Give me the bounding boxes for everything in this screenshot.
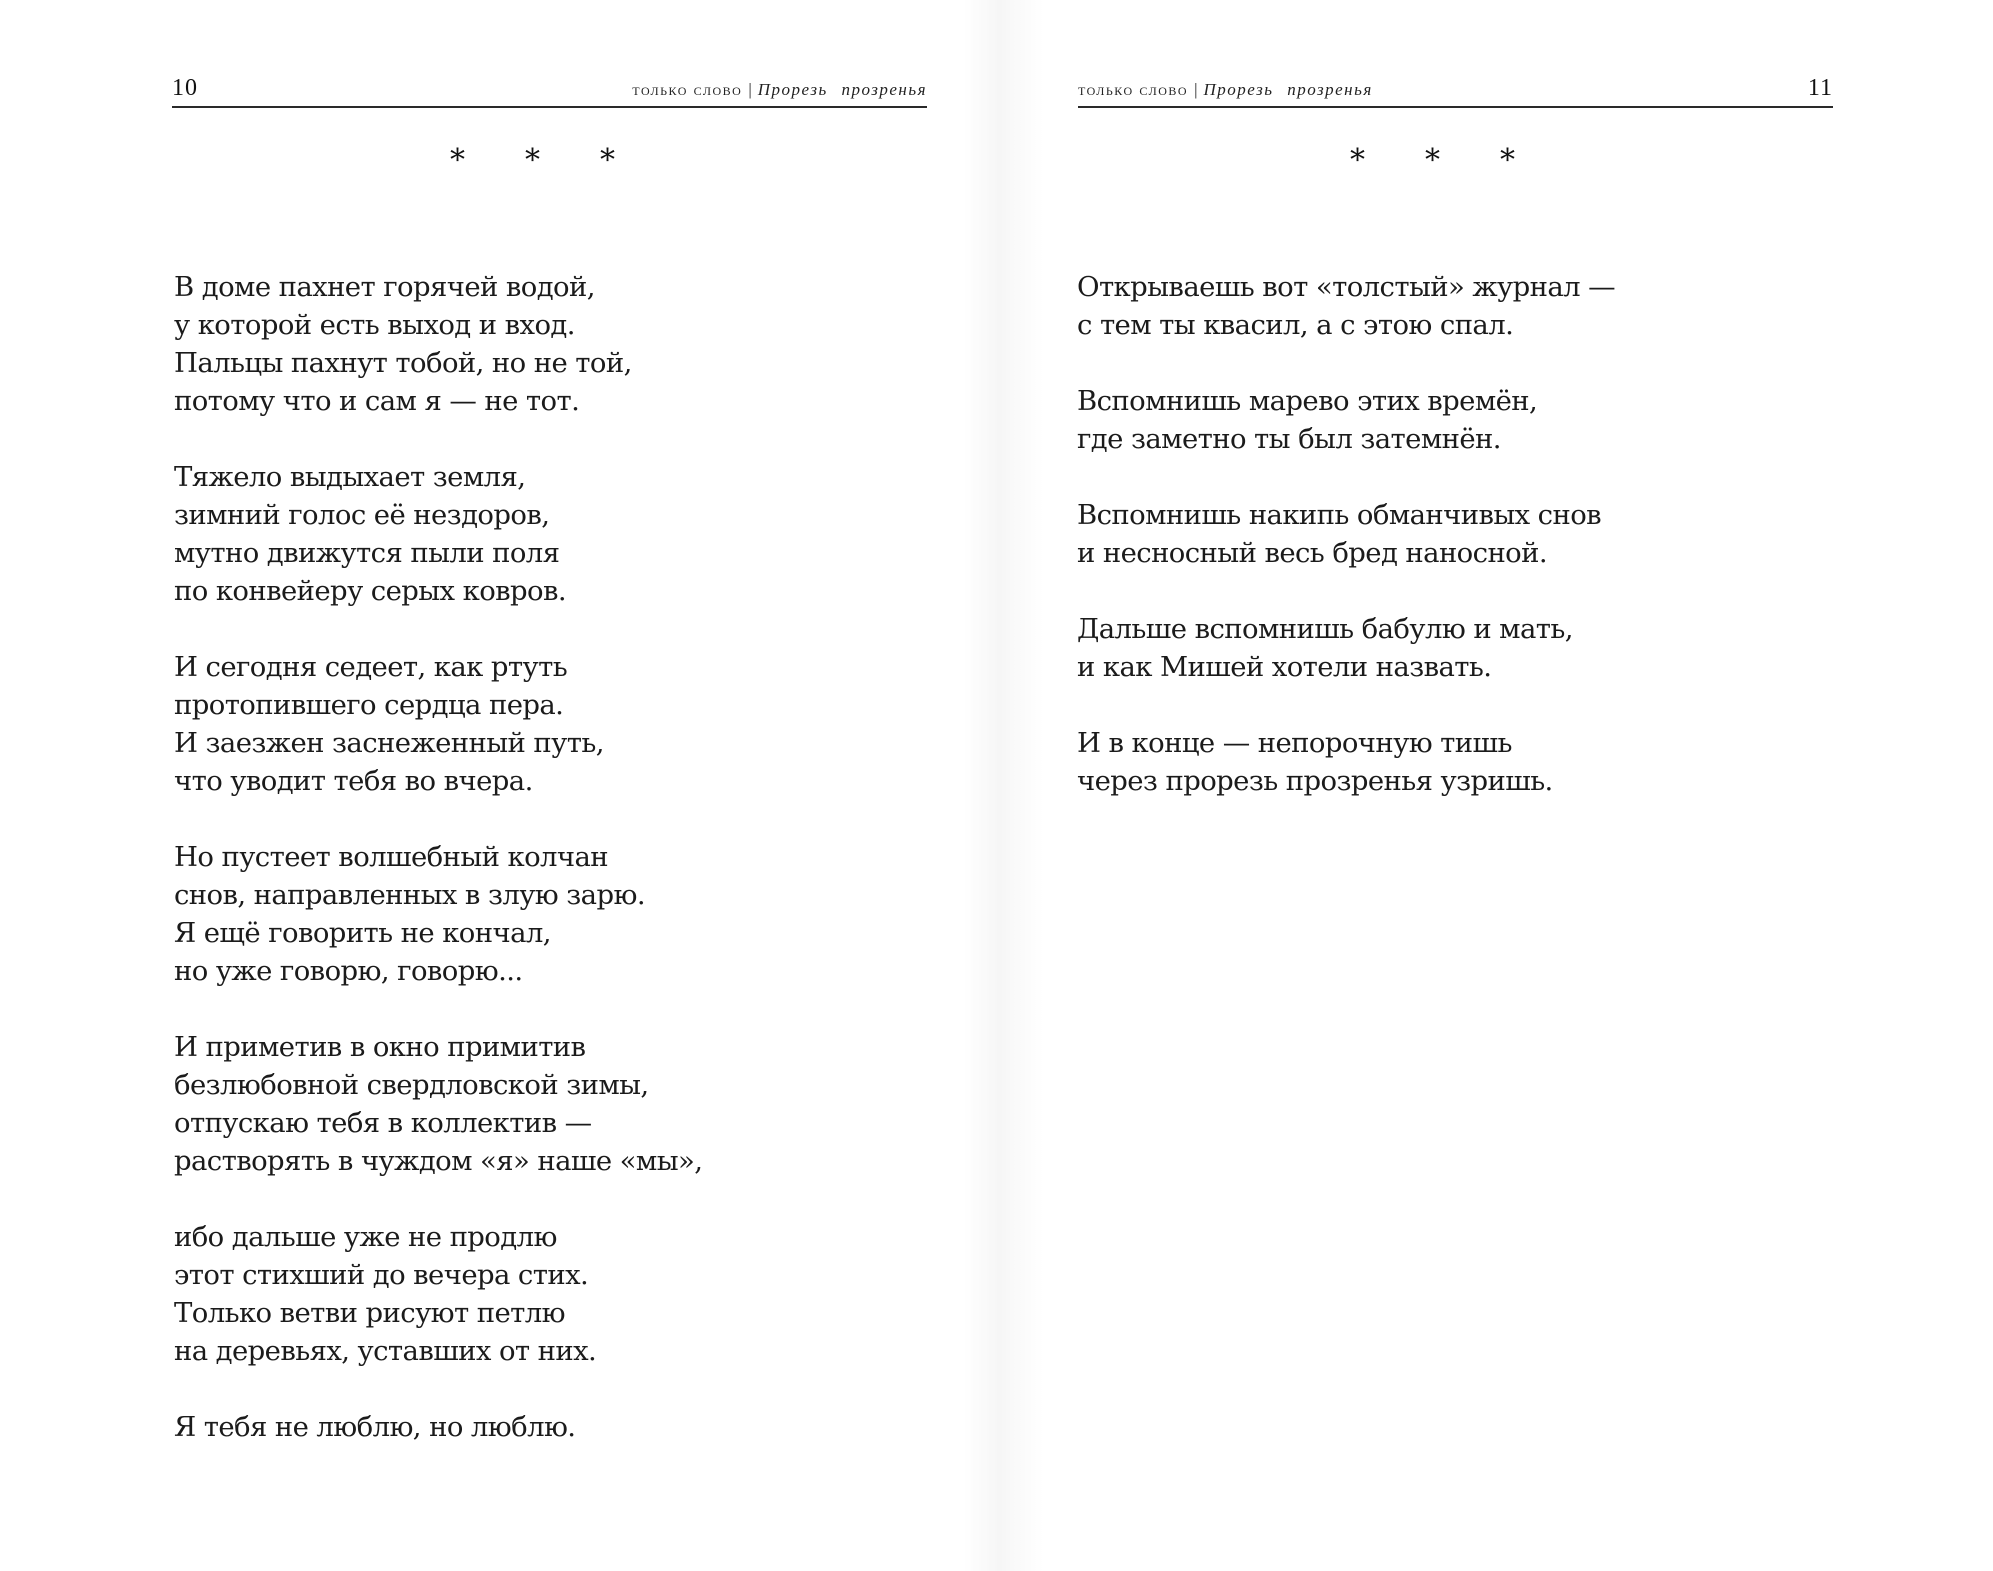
poem-line: потому что и сам я — не тот.	[174, 385, 580, 417]
poem-line: но уже говорю, говорю...	[174, 955, 523, 987]
poem-line: Только ветви рисуют петлю	[174, 1297, 565, 1329]
stanza	[174, 838, 934, 990]
poem-line: безлюбовной свердловской зимы,	[174, 1069, 649, 1101]
poem-line: через прорезь прозренья узришь.	[1077, 765, 1553, 797]
poem-line: Тяжело выдыхает земля,	[174, 461, 526, 493]
poem-line: по конвейеру серых ковров.	[174, 575, 567, 607]
poem-line: Я тебя не люблю, но люблю.	[174, 1411, 576, 1443]
asterisk: *	[525, 143, 540, 178]
poem-line: на деревьях, уставших от них.	[174, 1335, 597, 1367]
poem-line: зимний голос её нездоров,	[174, 499, 550, 531]
poem-line: И заезжен заснеженный путь,	[174, 727, 604, 759]
section-asterisks	[1350, 143, 1515, 183]
poem-line: протопившего сердца пера.	[174, 689, 564, 721]
poem-line: с тем ты квасил, а с этою спал.	[1077, 309, 1514, 341]
book-title: Прорезь прозренья	[1203, 80, 1373, 99]
poem-line: Вспомнишь накипь обманчивых снов	[1077, 499, 1602, 531]
poem-line: В доме пахнет горячей водой,	[174, 271, 595, 303]
poem-line: растворять в чуждом «я» наше «мы»,	[174, 1145, 703, 1177]
poem-left	[174, 268, 934, 1484]
poem-line: И приметив в окно примитив	[174, 1031, 586, 1063]
poem-line: Но пустеет волшебный колчан	[174, 841, 609, 873]
poem-line: И сегодня седеет, как ртуть	[174, 651, 568, 683]
poem-line: ибо дальше уже не продлю	[174, 1221, 557, 1253]
poem-line: мутно движутся пыли поля	[174, 537, 560, 569]
book-title: Прорезь прозренья	[757, 80, 927, 99]
poem-line: отпускаю тебя в коллектив —	[174, 1107, 592, 1139]
stanza	[1077, 724, 1837, 800]
poem-line: Я ещё говорить не кончал,	[174, 917, 551, 949]
stanza	[174, 1028, 934, 1180]
asterisk: *	[450, 143, 465, 178]
book-series: только слово	[632, 80, 743, 99]
asterisk: *	[1350, 143, 1365, 178]
header-separator: |	[1194, 80, 1198, 99]
stanza	[174, 458, 934, 610]
right-page	[1045, 0, 1993, 1571]
poem-line: что уводит тебя во вчера.	[174, 765, 533, 797]
stanza	[174, 1218, 934, 1370]
page-number: 11	[1807, 75, 1833, 101]
stanza	[1077, 268, 1837, 344]
poem-line: Пальцы пахнут тобой, но не той,	[174, 347, 632, 379]
asterisk: *	[600, 143, 615, 178]
poem-line: где заметно ты был затемнён.	[1077, 423, 1501, 455]
page-number: 10	[172, 75, 198, 101]
asterisk: *	[1425, 143, 1440, 178]
poem-line: этот стихший до вечера стих.	[174, 1259, 589, 1291]
poem-right	[1077, 268, 1837, 838]
poem-line: и как Мишей хотели назвать.	[1077, 651, 1492, 683]
left-page	[0, 0, 996, 1571]
running-title	[632, 80, 927, 100]
running-title	[1078, 80, 1373, 100]
book-series: только слово	[1078, 80, 1189, 99]
poem-line: и несносный весь бред наносной.	[1077, 537, 1547, 569]
poem-line: Открываешь вот «толстый» журнал —	[1077, 271, 1616, 303]
header-separator: |	[748, 80, 752, 99]
stanza	[1077, 610, 1837, 686]
stanza	[174, 1408, 934, 1446]
running-head-right	[1078, 70, 1833, 108]
stanza	[1077, 382, 1837, 458]
stanza	[174, 648, 934, 800]
poem-line: снов, направленных в злую зарю.	[174, 879, 645, 911]
stanza	[1077, 496, 1837, 572]
section-asterisks	[450, 143, 615, 183]
poem-line: Вспомнишь марево этих времён,	[1077, 385, 1538, 417]
poem-line: И в конце — непорочную тишь	[1077, 727, 1512, 759]
poem-line: у которой есть выход и вход.	[174, 309, 575, 341]
stanza	[174, 268, 934, 420]
running-head-left	[172, 70, 927, 108]
asterisk: *	[1500, 143, 1515, 178]
poem-line: Дальше вспомнишь бабулю и мать,	[1077, 613, 1573, 645]
